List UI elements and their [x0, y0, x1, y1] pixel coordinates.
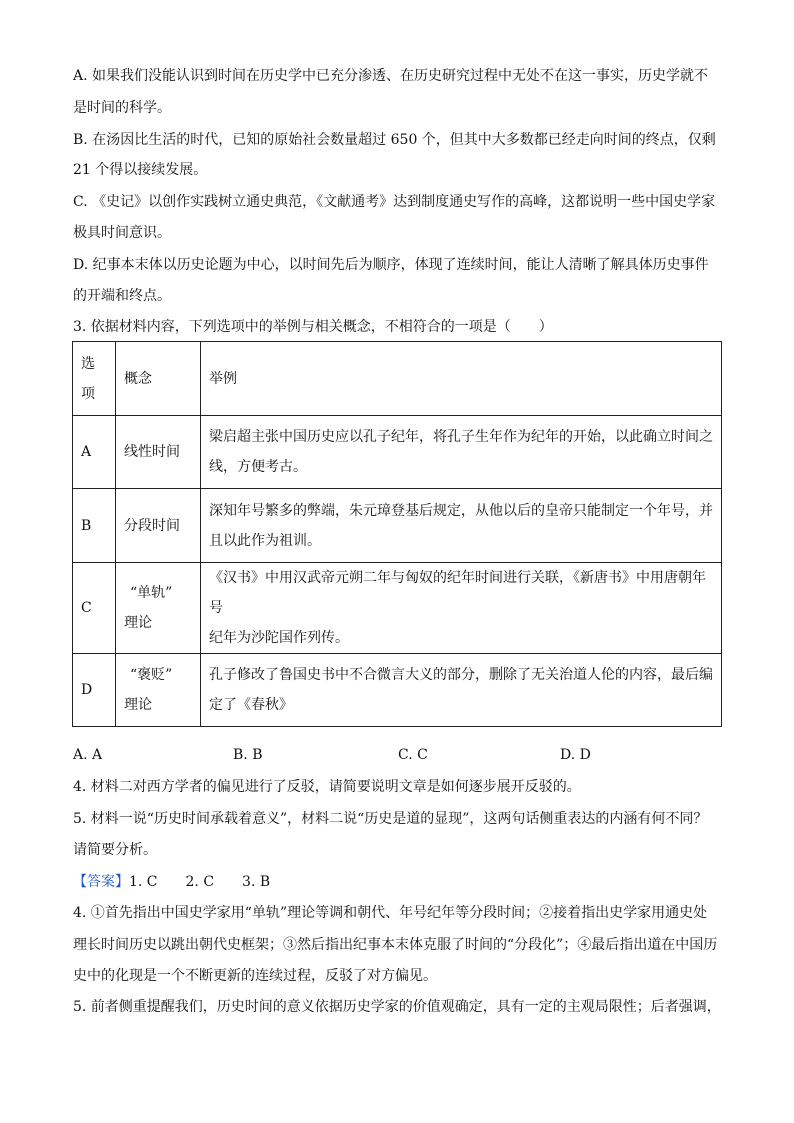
option-b-line-1: B. 在汤因比生活的时代，已知的原始社会数量超过 650 个，但其中大多数都已经走向时间的终点，仅剩: [73, 132, 716, 148]
question-3-table: [72, 341, 722, 727]
row-option: C: [73, 563, 116, 654]
answer-4-line-1: 4. ①首先指出中国史学家用“单轨”理论等调和朝代、年号纪年等分段时间；②接着指出史学家用通史处: [73, 905, 708, 921]
answer-line: [73, 872, 270, 892]
question-4: 4. 材料二对西方学者的偏见进行了反驳，请简要说明文章是如何逐步展开反驳的。: [73, 779, 581, 795]
header-option-line2: 项: [81, 385, 95, 402]
question-5-line-1: 5. 材料一说“历史时间承载着意义”，材料二说“历史是道的显现”，这两句话侧重表达的内涵有何不同？: [73, 811, 708, 827]
answer-tag: 【答案】: [73, 874, 129, 890]
answer-4-line-3: 史中的化现是一个不断更新的连续过程，反驳了对方偏见。: [73, 968, 437, 984]
answer-choices: 1. C 2. C 3. B: [129, 874, 271, 890]
row-example-line1: 深知年号繁多的弊端，朱元璋登基后规定，从他以后的皇帝只能制定一个年号，并: [209, 502, 713, 519]
choice-a: A. A: [73, 747, 103, 763]
choice-b: B. B: [233, 747, 263, 763]
row-concept: [116, 654, 201, 727]
table-header-row: [73, 342, 722, 416]
question-3: 3. 依据材料内容，下列选项中的举例与相关概念，不相符合的一项是（ ）: [73, 319, 553, 335]
row-concept-line1: 分段时间: [124, 517, 180, 534]
row-example: [201, 489, 722, 563]
row-concept: [116, 489, 201, 563]
row-concept: [116, 563, 201, 654]
row-concept-line1: “褒贬”: [130, 667, 173, 683]
table-row: [73, 654, 722, 727]
row-example-line1: 《汉书》中用汉武帝元朔二年与匈奴的纪年时间进行关联，《新唐书》中用唐朝年号: [209, 570, 706, 616]
header-example-cell: 举例: [201, 342, 722, 416]
table-row: [73, 489, 722, 563]
row-example: [201, 416, 722, 489]
choice-d: D. D: [560, 747, 591, 763]
row-example: [201, 654, 722, 727]
option-c-line-1: C. 《史记》以创作实践树立通史典范，《文献通考》达到制度通史写作的高峰，这都说明一些中国史学家: [73, 194, 716, 210]
row-concept-line2: 理论: [124, 615, 152, 631]
answer-5-line-1: 5. 前者侧重提醒我们，历史时间的意义依据历史学家的价值观确定，具有一定的主观局限性；后者强调，: [73, 999, 721, 1015]
answer-4-line-2: 理长时间历史以跳出朝代史框架；③然后指出纪事本末体克服了时间的“分段化”；④最后指出道在中国历: [73, 937, 718, 953]
table-row: [73, 563, 722, 654]
row-example-line2: 且以此作为祖训。: [209, 532, 321, 549]
question-5-line-2: 请简要分析。: [73, 842, 157, 858]
row-example-line1: 孔子修改了鲁国史书中不合微言大义的部分，删除了无关治道人伦的内容，最后编: [209, 667, 713, 683]
header-concept-cell: 概念: [116, 342, 201, 416]
row-option: A: [73, 416, 116, 489]
row-example-line1: 梁启超主张中国历史应以孔子纪年，将孔子生年作为纪年的开始，以此确立时间之: [209, 429, 713, 445]
row-example: [201, 563, 722, 654]
option-a-line-2: 是时间的科学。: [73, 100, 171, 116]
row-example-line2: 定了《春秋》: [209, 697, 293, 713]
row-example-line2: 线，方便考古。: [209, 459, 307, 475]
choice-c: C. C: [398, 747, 428, 763]
row-concept-line1: 线性时间: [124, 444, 180, 460]
header-option-cell: [73, 342, 116, 416]
option-b-line-2: 21 个得以接续发展。: [73, 162, 208, 178]
row-option: B: [73, 489, 116, 563]
option-a-line-1: A. 如果我们没能认识到时间在历史学中已充分渗透、在历史研究过程中无处不在这一事实，历史学就不: [73, 68, 709, 84]
option-d-line-2: 的开端和终点。: [73, 288, 171, 304]
row-option: D: [73, 654, 116, 727]
header-option-line1: 选: [81, 355, 95, 372]
row-concept-line1: “单轨”: [130, 585, 173, 601]
option-c-line-2: 极具时间意识。: [73, 225, 171, 241]
row-concept-line2: 理论: [124, 697, 152, 713]
option-d-line-1: D. 纪事本末体以历史论题为中心，以时间先后为顺序，体现了连续时间，能让人清晰了解具体历史事件: [73, 257, 709, 273]
table-row: [73, 416, 722, 489]
row-concept: [116, 416, 201, 489]
row-example-line2: 纪年为沙陀国作列传。: [209, 630, 349, 646]
